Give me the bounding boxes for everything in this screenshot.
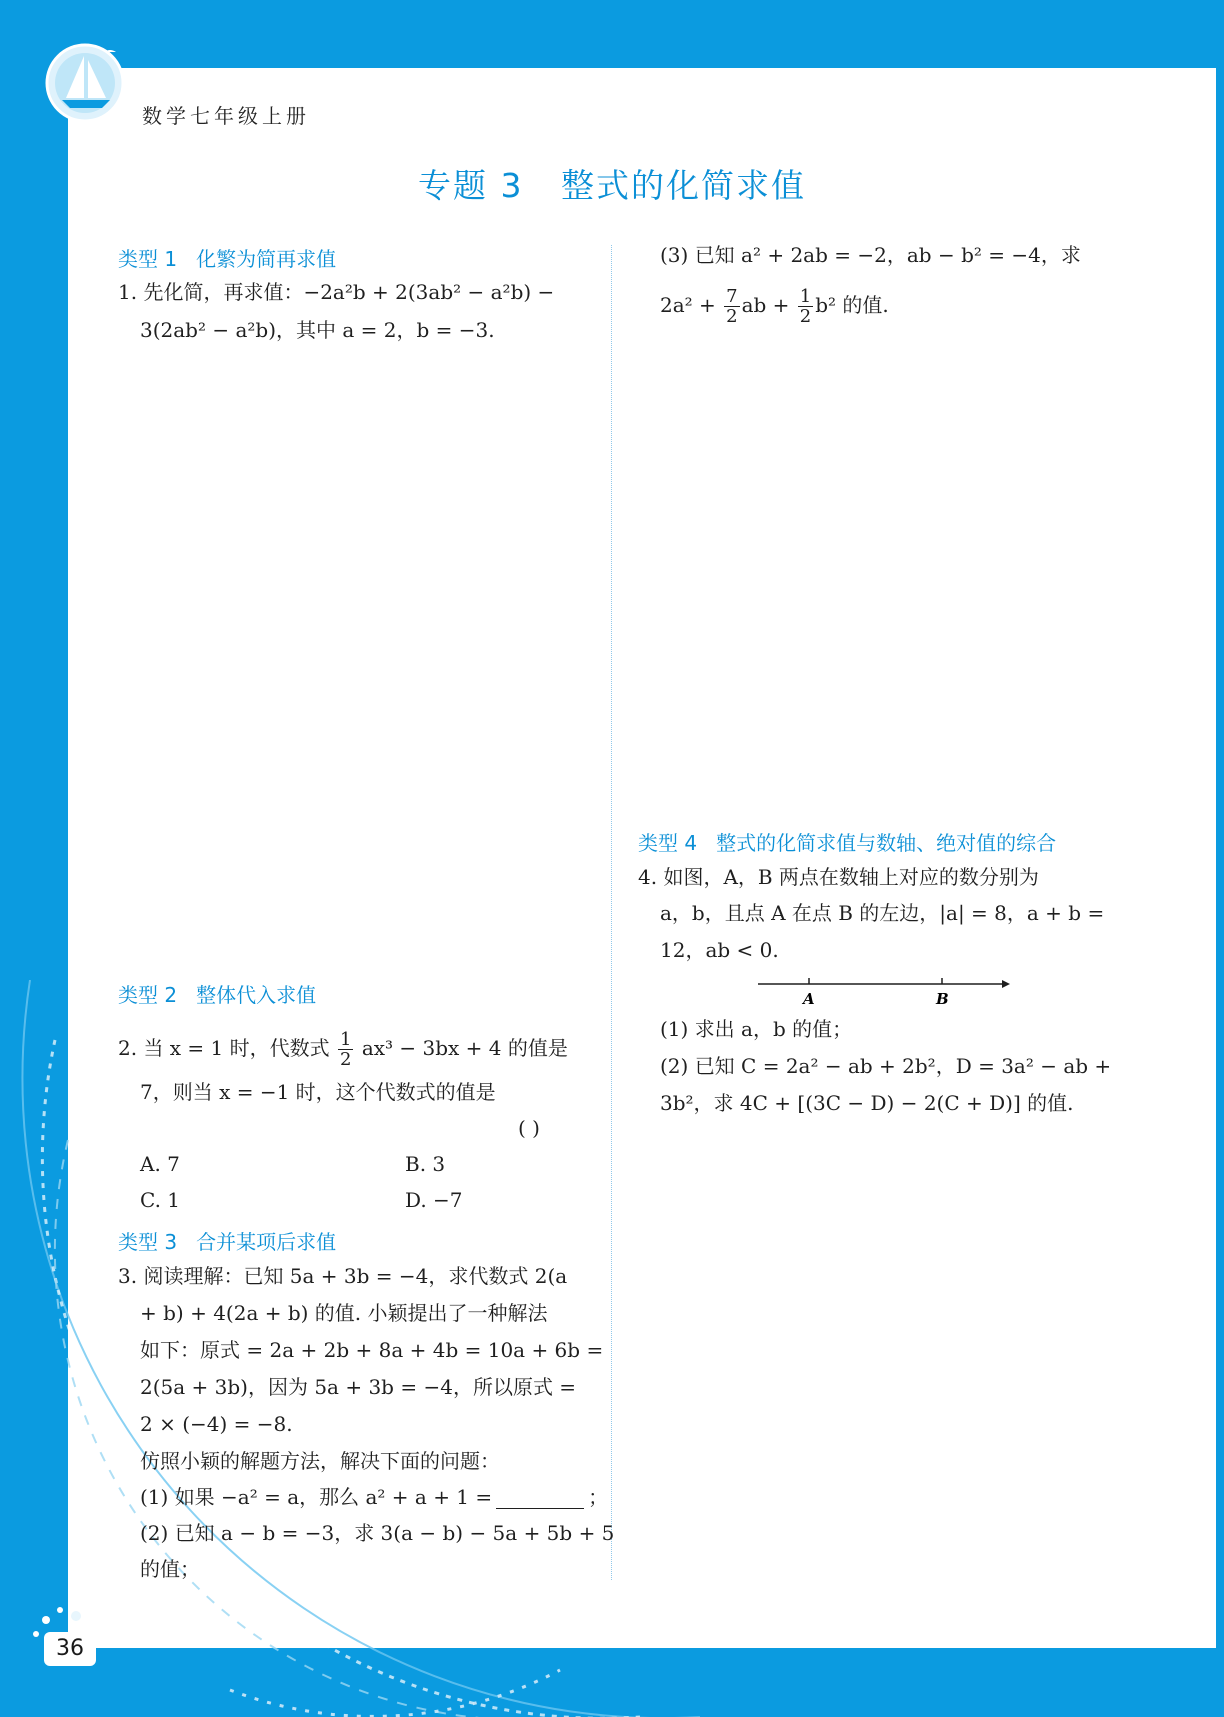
page-title: 专题 3 整式的化简求值 xyxy=(418,166,806,205)
q3-line-3: 如下：原式 = 2a + 2b + 8a + 4b = 10a + 6b = xyxy=(140,1338,604,1362)
q2-line-1 xyxy=(118,1028,568,1069)
q2-option-c: C. 1 xyxy=(140,1188,181,1212)
section-heading-type1: 类型 1 化繁为简再求值 xyxy=(118,247,337,271)
q3-part2-line-2: 的值； xyxy=(140,1557,200,1581)
q3-part1-suffix: ； xyxy=(588,1485,609,1509)
q2-suffix: ax³ − 3bx + 4 的值是 xyxy=(361,1036,568,1060)
q3-line-5: 2 × (−4) = −8. xyxy=(140,1412,293,1436)
book-title: 数学七年级上册 xyxy=(142,104,310,128)
q3-part3-fraction-2 xyxy=(798,287,813,326)
q3-part3-fraction-2-denominator: 2 xyxy=(799,306,812,327)
q3-part3-fraction-1 xyxy=(724,287,739,326)
q3-line-6: 仿照小颖的解题方法，解决下面的问题： xyxy=(140,1449,500,1473)
q3-line-2: + b) + 4(2a + b) 的值. 小颖提出了一种解法 xyxy=(140,1301,548,1325)
q4-line-3: 12，ab < 0. xyxy=(660,938,779,962)
q4-part2-line-1: (2) 已知 C = 2a² − ab + 2b²，D = 3a² − ab + xyxy=(660,1054,1112,1078)
number-line-figure xyxy=(756,972,1011,1008)
section-heading-type3: 类型 3 合并某项后求值 xyxy=(118,1230,337,1254)
q3-part3-fraction-1-numerator: 7 xyxy=(726,286,738,307)
page-number: 36 xyxy=(56,1636,84,1661)
q2-fraction-numerator: 1 xyxy=(340,1029,352,1050)
number-line-arrow-icon xyxy=(1002,980,1010,988)
q1-line-2: 3(2ab² − a²b)，其中 a = 2，b = −3. xyxy=(140,318,495,342)
q1-expression: −2a²b + 2(3ab² − a²b) − xyxy=(303,280,555,304)
sailboat-logo-icon xyxy=(44,42,126,124)
q4-part1: (1) 求出 a，b 的值； xyxy=(660,1017,853,1041)
q3-part3-fraction-1-denominator: 2 xyxy=(726,306,738,327)
q3-part1-text: (1) 如果 −a² = a，那么 a² + a + 1 = xyxy=(140,1485,493,1509)
q1-line-1 xyxy=(118,280,554,304)
right-band xyxy=(1216,0,1224,1717)
q2-line-2: 7，则当 x = −1 时，这个代数式的值是 xyxy=(140,1080,496,1104)
q3-line-1: 3. 阅读理解：已知 5a + 3b = −4，求代数式 2(a xyxy=(118,1264,568,1288)
q3-part3-fraction-2-numerator: 1 xyxy=(799,286,812,307)
section-heading-type2: 类型 2 整体代入求值 xyxy=(118,983,317,1007)
point-b-label: B xyxy=(936,990,949,1008)
q4-line-2: a，b，且点 A 在点 B 的左边，|a| = 8，a + b = xyxy=(660,901,1105,925)
q2-fraction xyxy=(338,1030,353,1069)
q4-line-1: 4. 如图，A，B 两点在数轴上对应的数分别为 xyxy=(638,865,1039,889)
column-divider xyxy=(611,245,612,1580)
q2-option-d: D. −7 xyxy=(405,1188,463,1212)
q2-prefix: 2. 当 x = 1 时，代数式 xyxy=(118,1036,330,1060)
q2-answer-parentheses: ( ) xyxy=(518,1116,540,1140)
header-band xyxy=(0,0,1224,68)
q3-line-4: 2(5a + 3b)，因为 5a + 3b = −4，所以原式 = xyxy=(140,1375,577,1399)
q3-part1-answer-blank[interactable] xyxy=(496,1488,584,1509)
q3-part2-line-1: (2) 已知 a − b = −3，求 3(a − b) − 5a + 5b + 5 xyxy=(140,1521,615,1545)
q2-fraction-denominator: 2 xyxy=(340,1049,352,1070)
q3-part3-term-a: 2a² + xyxy=(660,293,716,317)
q1-prefix: 1. 先化简，再求值： xyxy=(118,280,304,304)
q2-option-b: B. 3 xyxy=(405,1152,446,1176)
q4-part2-line-2: 3b²，求 4C + [(3C − D) − 2(C + D)] 的值. xyxy=(660,1091,1074,1115)
q3-part3-line-1: (3) 已知 a² + 2ab = −2，ab − b² = −4，求 xyxy=(660,243,1081,267)
section-heading-type4: 类型 4 整式的化简求值与数轴、绝对值的综合 xyxy=(638,831,1057,855)
q3-part1 xyxy=(140,1485,608,1509)
point-a-label: A xyxy=(803,990,815,1008)
q3-part3-term-b: ab + xyxy=(741,293,790,317)
q3-part3-line-2 xyxy=(660,285,889,326)
q2-option-a: A. 7 xyxy=(140,1152,180,1176)
q3-part3-term-c: b² 的值. xyxy=(815,293,889,317)
